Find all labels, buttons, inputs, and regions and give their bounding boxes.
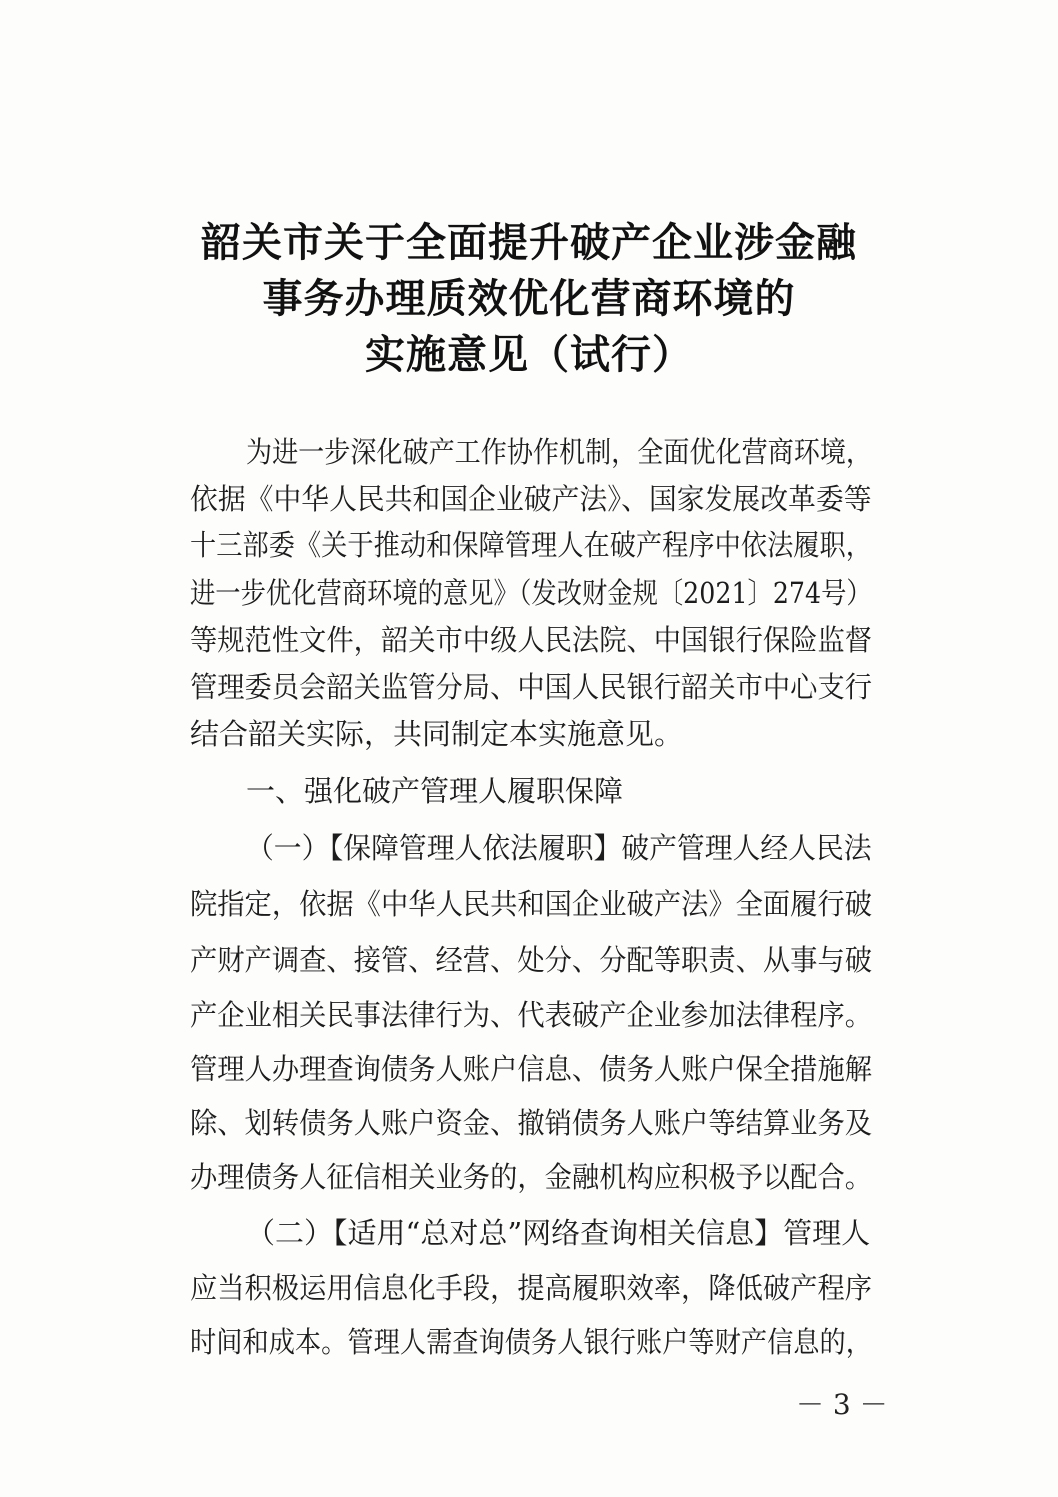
para2-line-3: 时间和成本。管理人需查询债务人银行账户等财产信息的， bbox=[190, 1325, 873, 1359]
intro-line-4: 进一步优化营商环境的意见》（发改财金规〔2021〕274号） bbox=[190, 576, 872, 610]
section-heading: 一、强化破产管理人履职保障 bbox=[246, 774, 624, 808]
intro-line-7: 结合韶关实际，共同制定本实施意见。 bbox=[190, 717, 684, 751]
intro-line-5: 等规范性文件，韶关市中级人民法院、中国银行保险监督 bbox=[190, 623, 873, 657]
para1-line-6: 除、划转债务人账户资金、撤销债务人账户等结算业务及 bbox=[190, 1106, 873, 1140]
para1-line-2: 院指定，依据《中华人民共和国企业破产法》全面履行破 bbox=[190, 887, 873, 921]
para1-line-3: 产财产调查、接管、经营、处分、分配等职责、从事与破 bbox=[190, 943, 873, 977]
para1-line-4: 产企业相关民事法律行为、代表破产企业参加法律程序。 bbox=[190, 998, 873, 1032]
document-title-line-3: 实施意见（试行） bbox=[365, 332, 693, 378]
document-title-line-1: 韶关市关于全面提升破产企业涉金融 bbox=[201, 220, 857, 266]
page-number: － 3 － bbox=[796, 1388, 888, 1421]
intro-line-3: 十三部委《关于推动和保障管理人在破产程序中依法履职， bbox=[190, 528, 873, 562]
intro-line-6: 管理委员会韶关监管分局、中国人民银行韶关市中心支行 bbox=[190, 670, 873, 704]
para1-line-5: 管理人办理查询债务人账户信息、债务人账户保全措施解 bbox=[190, 1052, 873, 1086]
para2-line-1: （二）【适用“总对总”网络查询相关信息】管理人 bbox=[246, 1216, 871, 1250]
para1-line-7: 办理债务人征信相关业务的，金融机构应积极予以配合。 bbox=[190, 1160, 873, 1194]
intro-line-2: 依据《中华人民共和国企业破产法》、国家发展改革委等 bbox=[190, 482, 872, 516]
document-title-line-2: 事务办理质效优化营商环境的 bbox=[262, 276, 796, 322]
para1-line-1: （一）【保障管理人依法履职】破产管理人经人民法 bbox=[246, 831, 872, 865]
para2-line-2: 应当积极运用信息化手段，提高履职效率，降低破产程序 bbox=[190, 1271, 873, 1305]
intro-line-1: 为进一步深化破产工作协作机制，全面优化营商环境， bbox=[246, 435, 872, 469]
